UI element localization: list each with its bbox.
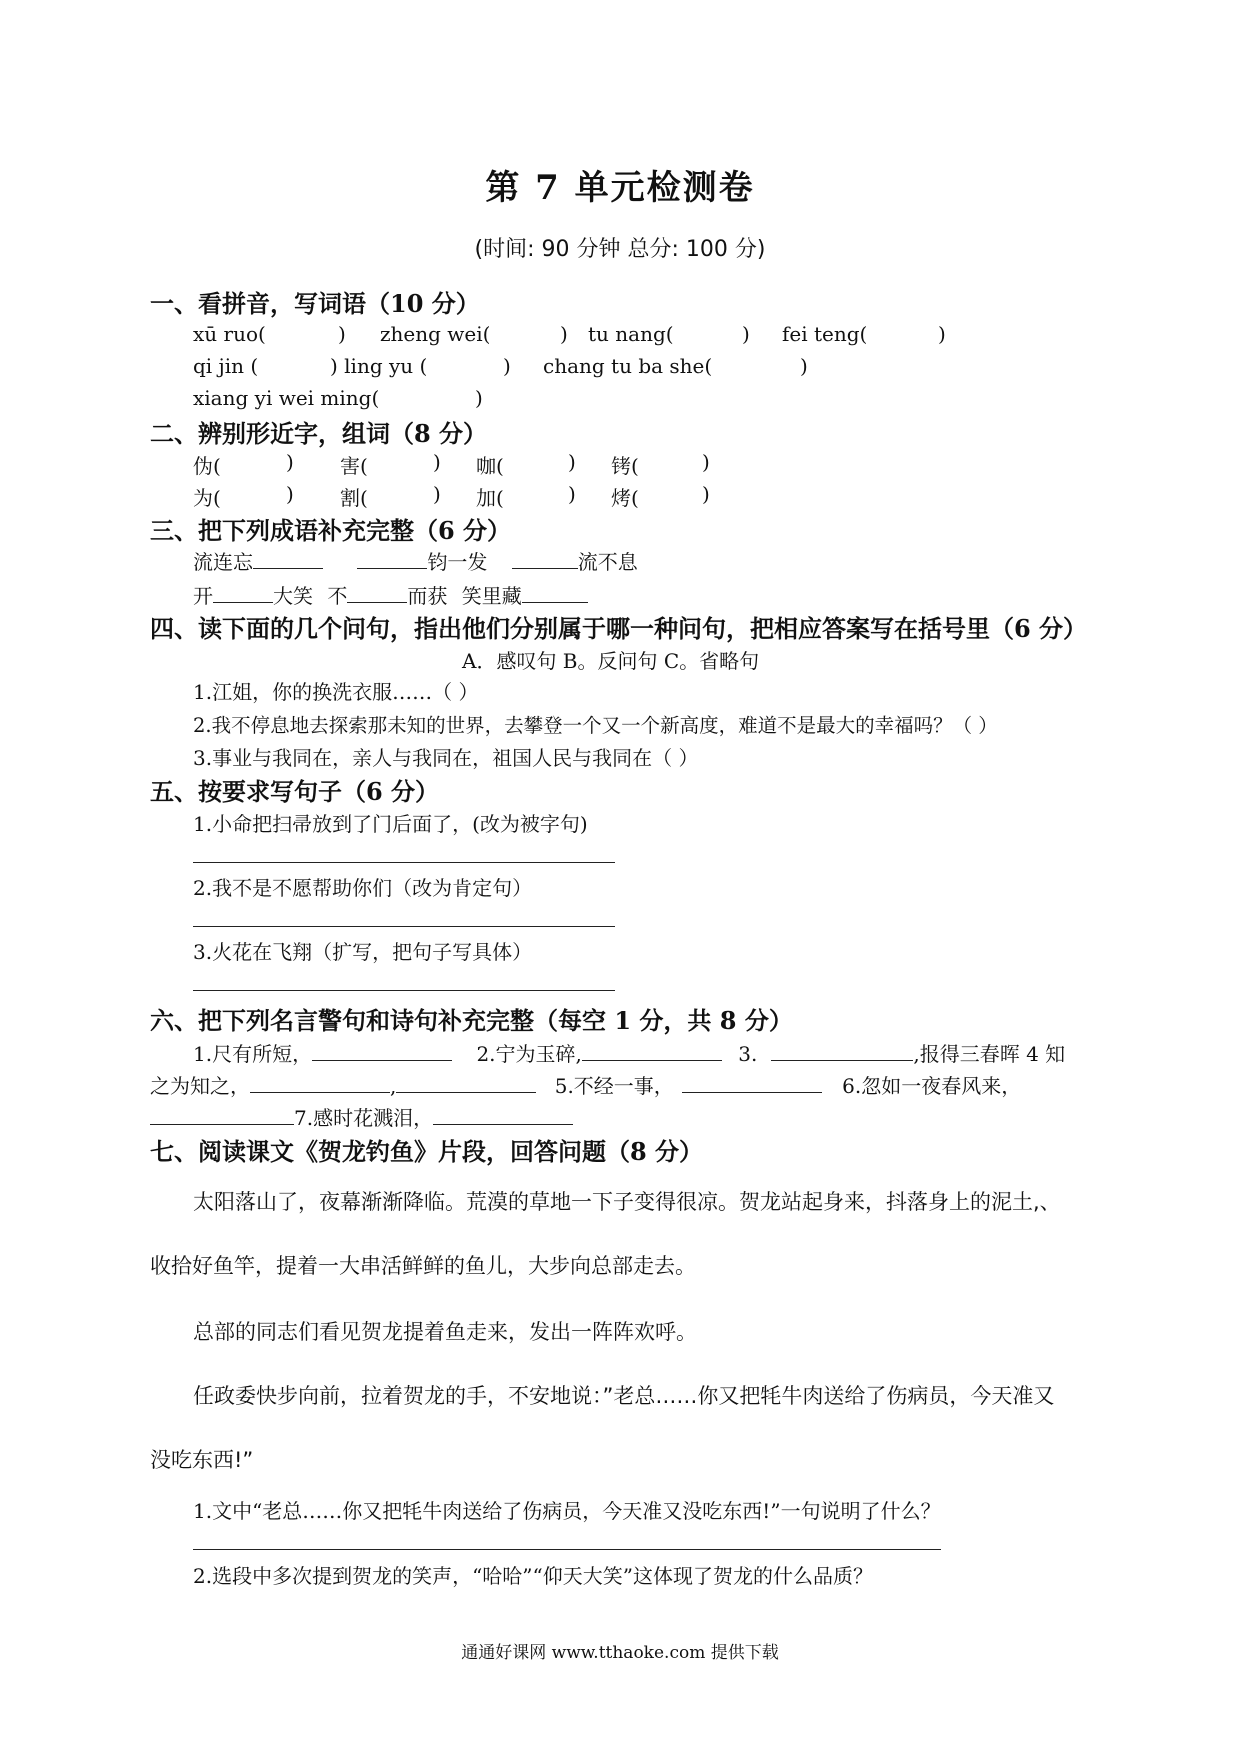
answer-blank[interactable]	[357, 548, 427, 569]
pinyin-bracket: )	[742, 322, 750, 346]
pinyin-item: tu nang(	[588, 322, 674, 346]
char-bracket: )	[568, 450, 576, 474]
char-bracket: )	[702, 450, 710, 474]
answer-line[interactable]	[193, 862, 615, 863]
idiom-text: 笑里藏	[461, 584, 522, 608]
answer-blank[interactable]	[347, 582, 407, 603]
answer-line[interactable]	[193, 926, 615, 927]
pinyin-bracket: )	[475, 386, 483, 410]
idiom-text: 大笑	[273, 584, 313, 608]
char-bracket: )	[433, 450, 441, 474]
section-2-heading: 二、辨别形近字，组词（8 分）	[150, 419, 488, 448]
question-item: 3.事业与我同在，亲人与我同在，祖国人民与我同在（ ）	[193, 746, 699, 770]
fill-text: ,报得三春晖 4 知	[913, 1042, 1066, 1066]
idiom-text: 流不息	[577, 550, 638, 574]
fill-text: 3.	[738, 1042, 758, 1066]
char-bracket: )	[702, 482, 710, 506]
answer-blank[interactable]	[771, 1040, 913, 1061]
answer-blank[interactable]	[582, 1040, 722, 1061]
passage-line: 没吃东西!”	[150, 1448, 254, 1472]
fill-row-3	[150, 1102, 573, 1131]
answer-blank[interactable]	[396, 1072, 536, 1093]
fill-row-1	[193, 1038, 1065, 1067]
answer-blank[interactable]	[312, 1040, 452, 1061]
char-item: 铐(	[611, 454, 639, 478]
question-item: 1.文中“老总……你又把牦牛肉送给了伤病员，今天准又没吃东西!”一句说明了什么？	[193, 1499, 941, 1523]
section-6-heading: 六、把下列名言警句和诗句补充完整（每空 1 分，共 8 分）	[150, 1006, 793, 1035]
char-item: 割(	[340, 486, 368, 510]
answer-blank[interactable]	[522, 582, 588, 603]
idiom-text: 而获	[407, 584, 448, 608]
answer-line[interactable]	[193, 990, 615, 991]
char-item: 伪(	[193, 454, 221, 478]
passage-line: 收拾好鱼竿，提着一大串活鲜鲜的鱼儿，大步向总部走去。	[150, 1254, 696, 1278]
answer-blank[interactable]	[250, 1072, 390, 1093]
fill-text: 6.忽如一夜春风来，	[842, 1074, 1022, 1098]
pinyin-item: zheng wei(	[380, 322, 491, 346]
question-item: 2.我不是不愿帮助你们（改为肯定句）	[193, 876, 533, 900]
char-bracket: )	[286, 482, 294, 506]
question-item: 2.我不停息地去探索那未知的世界，去攀登一个又一个新高度，难道不是最大的幸福吗？（ ）	[193, 714, 998, 737]
idiom-text: 流连忘	[193, 550, 253, 574]
passage-line: 总部的同志们看见贺龙提着鱼走来，发出一阵阵欢呼。	[193, 1320, 697, 1344]
char-bracket: )	[433, 482, 441, 506]
pinyin-item: xū ruo(	[193, 322, 266, 346]
page-footer: 通通好课网 www.tthaoke.com 提供下载	[461, 1643, 779, 1663]
answer-blank[interactable]	[150, 1104, 294, 1125]
question-item: 2.选段中多次提到贺龙的笑声，“哈哈”“仰天大笑”这体现了贺龙的什么品质？	[193, 1564, 873, 1588]
fill-text: 之为知之，	[150, 1074, 250, 1098]
idiom-text: 不	[327, 584, 348, 608]
section-7-heading: 七、阅读课文《贺龙钓鱼》片段，回答问题（8 分）	[150, 1137, 704, 1166]
answer-blank[interactable]	[253, 548, 323, 569]
question-item: 1.小命把扫帚放到了门后面了，(改为被字句)	[193, 812, 588, 836]
page-title: 第 7 单元检测卷	[485, 168, 755, 208]
question-item: 1.江姐，你的换洗衣服……（ ）	[193, 680, 479, 704]
fill-text: 5.不经一事，	[554, 1074, 674, 1098]
answer-line[interactable]	[193, 1549, 941, 1550]
pinyin-item: qi jin (	[193, 354, 259, 378]
pinyin-item: ) ling yu (	[330, 354, 428, 378]
fill-text: 2.宁为玉碎,	[476, 1042, 582, 1066]
section-1-heading: 一、看拼音，写词语（10 分）	[150, 289, 480, 318]
question-item: 3.火花在飞翔（扩写，把句子写具体）	[193, 940, 533, 964]
idiom-row-1	[193, 546, 638, 575]
pinyin-bracket: )	[560, 322, 568, 346]
answer-blank[interactable]	[682, 1072, 822, 1093]
answer-blank[interactable]	[433, 1104, 573, 1125]
pinyin-item: fei teng(	[782, 322, 868, 346]
char-bracket: )	[568, 482, 576, 506]
section-4-heading: 四、读下面的几个问句，指出他们分别属于哪一种问句，把相应答案写在括号里（6 分）	[150, 614, 1088, 643]
idiom-text: 钧一发	[427, 550, 488, 574]
answer-blank[interactable]	[213, 582, 273, 603]
pinyin-item: xiang yi wei ming(	[193, 386, 380, 410]
fill-text: 7.感时花溅泪，	[294, 1106, 434, 1130]
char-item: 咖(	[476, 454, 504, 478]
idiom-row-2	[193, 580, 588, 609]
fill-text: 1.尺有所短，	[193, 1042, 313, 1066]
char-item: 为(	[193, 486, 221, 510]
idiom-text: 开	[193, 584, 213, 608]
passage-line: 太阳落山了，夜幕渐渐降临。荒漠的草地一下子变得很凉。贺龙站起身来，抖落身上的泥土,、	[193, 1190, 1061, 1214]
fill-row-2	[150, 1070, 1021, 1099]
pinyin-bracket: )	[938, 322, 946, 346]
section-3-heading: 三、把下列成语补充完整（6 分）	[150, 516, 512, 545]
exam-info: (时间: 90 分钟 总分: 100 分)	[474, 237, 766, 262]
char-item: 害(	[340, 454, 368, 478]
answer-options: A．感叹句 B。反问句 C。省略句	[462, 649, 760, 673]
pinyin-bracket: )	[503, 354, 511, 378]
section-5-heading: 五、按要求写句子（6 分）	[150, 777, 440, 806]
pinyin-bracket: )	[800, 354, 808, 378]
char-item: 加(	[476, 486, 504, 510]
fill-text: ,	[390, 1074, 397, 1098]
pinyin-item: chang tu ba she(	[543, 354, 713, 378]
passage-line: 任政委快步向前，拉着贺龙的手，不安地说：”老总……你又把牦牛肉送给了伤病员，今天准又	[193, 1384, 1055, 1408]
char-item: 烤(	[611, 486, 639, 510]
char-bracket: )	[286, 450, 294, 474]
pinyin-bracket: )	[338, 322, 346, 346]
answer-blank[interactable]	[512, 548, 578, 569]
